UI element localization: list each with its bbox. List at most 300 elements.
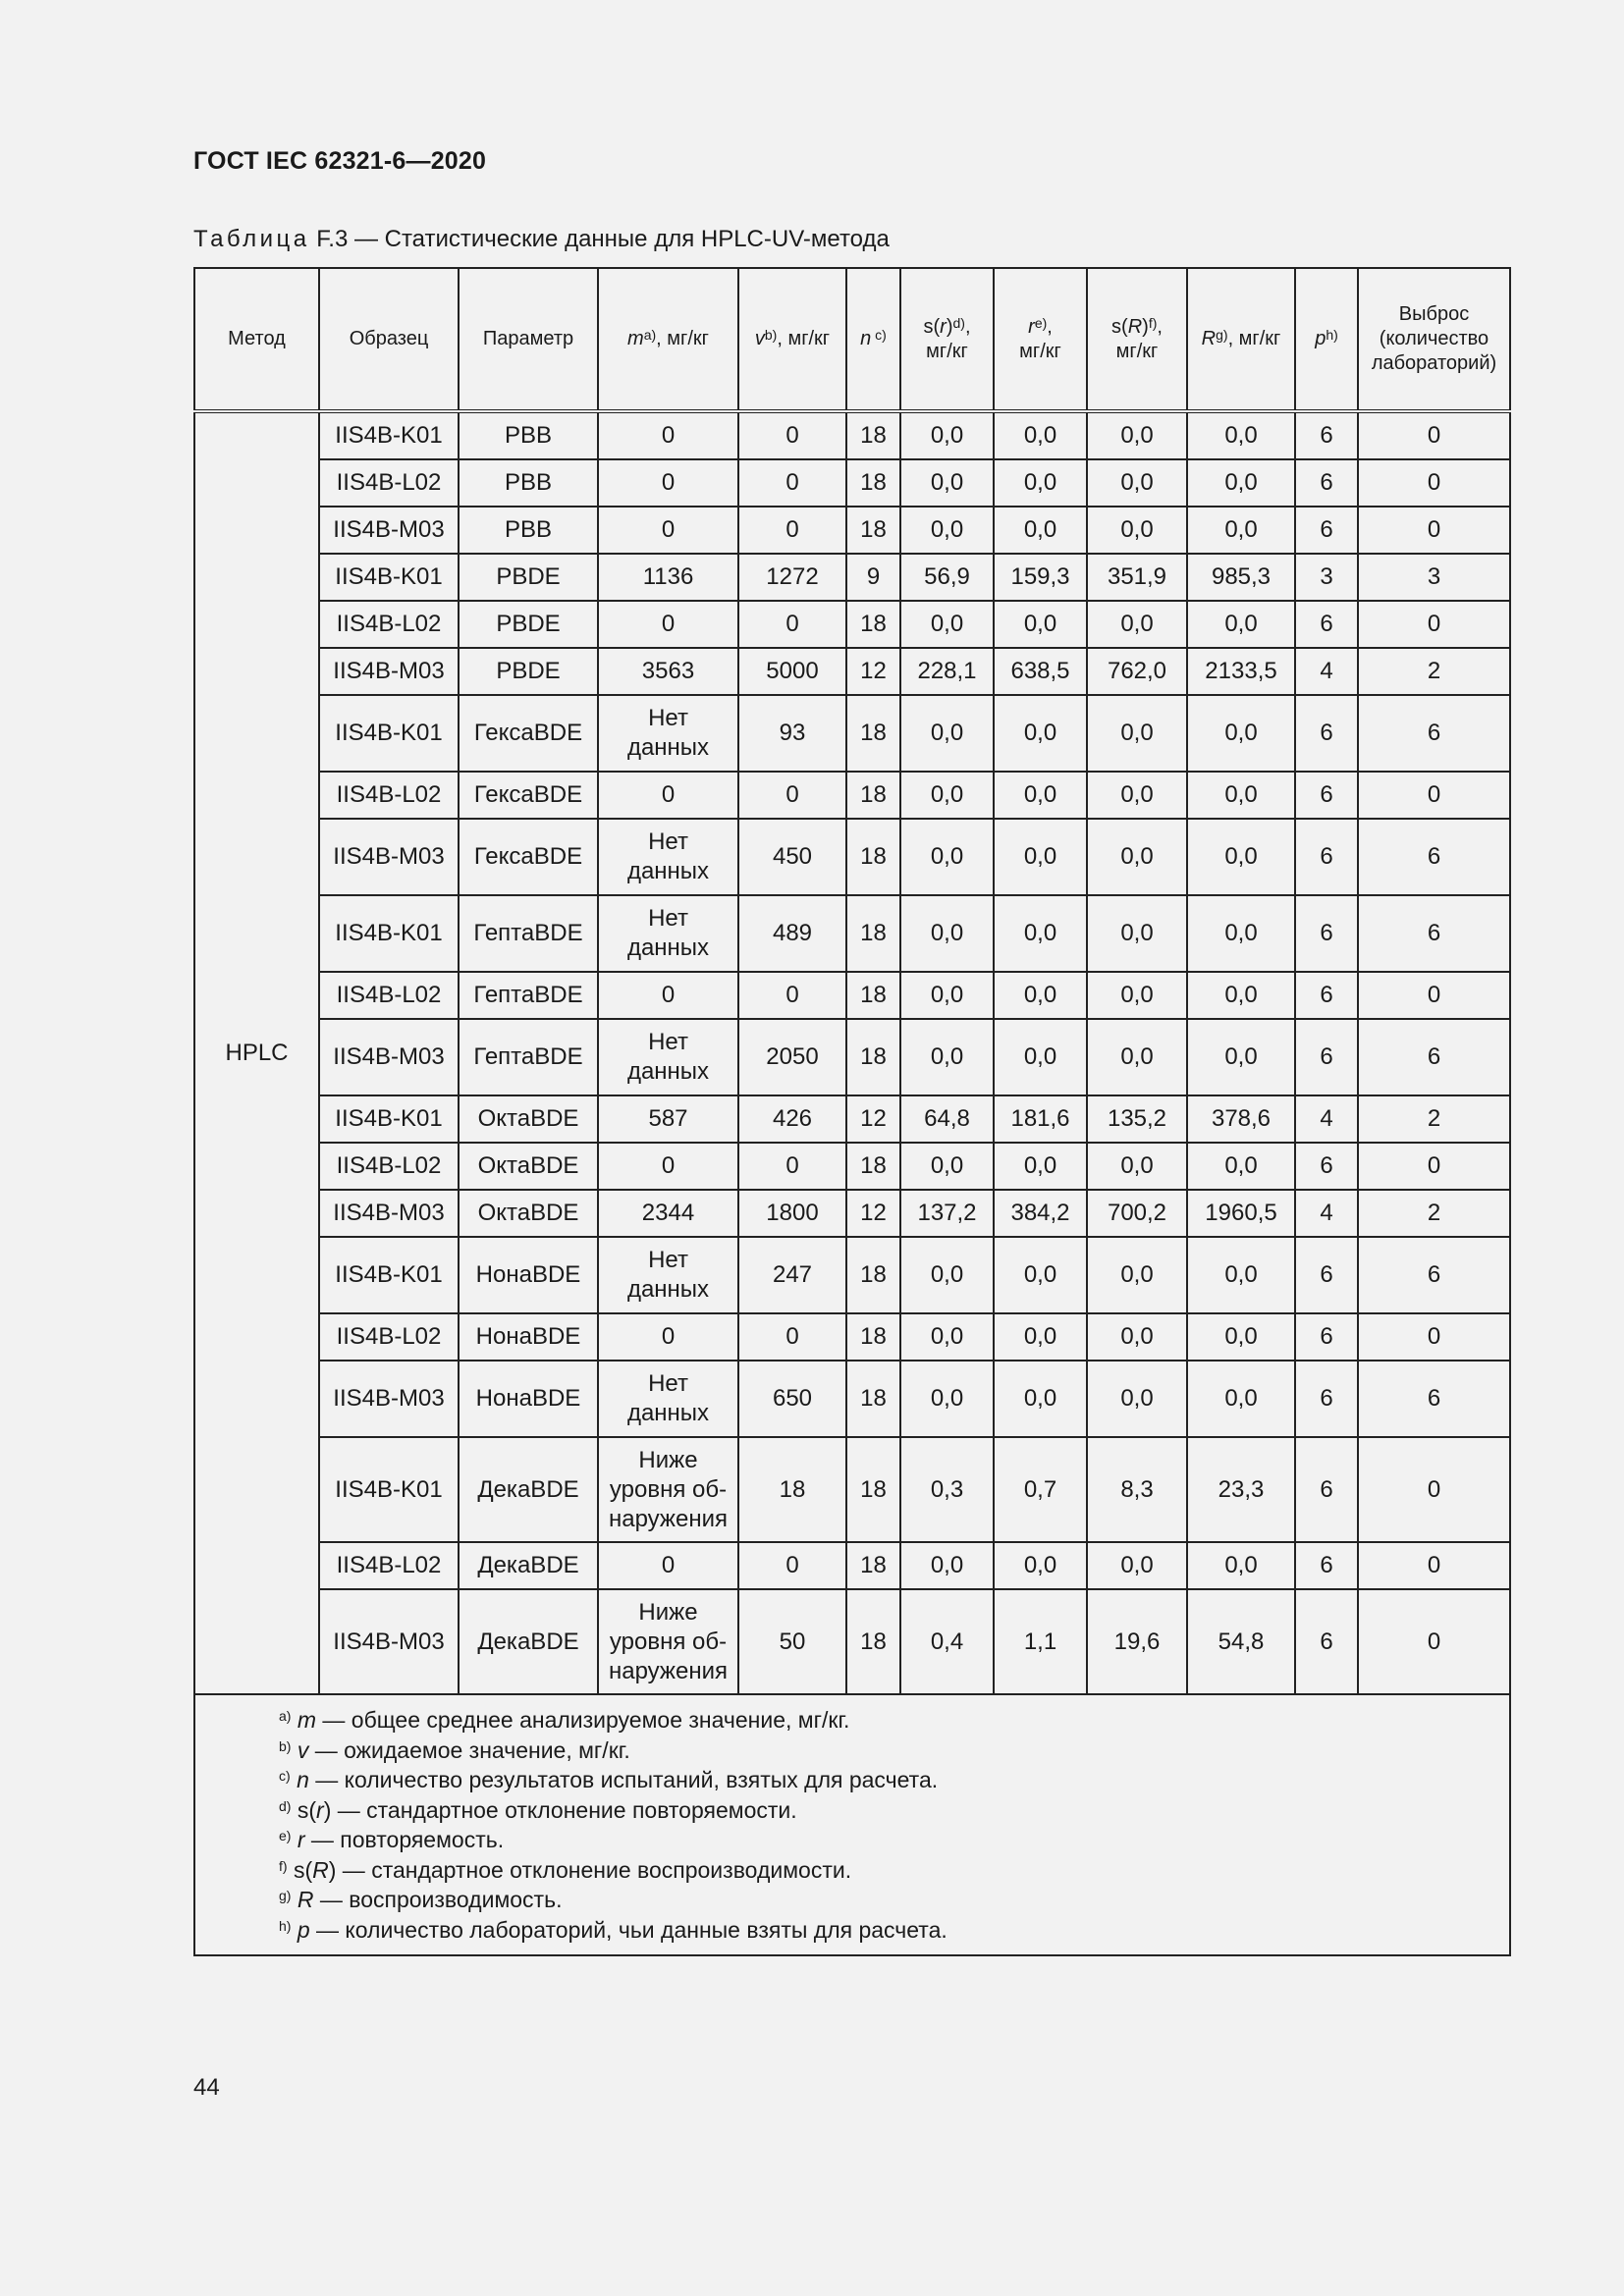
cell-R: 54,8 — [1187, 1589, 1295, 1694]
cell-n: 18 — [846, 1019, 900, 1095]
cell-sample: IIS4B-K01 — [319, 1095, 459, 1143]
cell-p: 6 — [1295, 507, 1358, 554]
footnote-symbol: R — [297, 1887, 314, 1912]
cell-n: 18 — [846, 1237, 900, 1313]
cell-v: 247 — [738, 1237, 846, 1313]
r-symbol: r — [1028, 315, 1035, 338]
cell-R: 2133,5 — [1187, 648, 1295, 695]
cell-p: 6 — [1295, 695, 1358, 772]
cell-outlier: 0 — [1358, 772, 1510, 819]
cell-param: ГептаBDE — [459, 895, 598, 972]
cell-sR: 0,0 — [1087, 1019, 1187, 1095]
table-caption — [193, 226, 890, 253]
cell-sR: 0,0 — [1087, 507, 1187, 554]
footnote-marker: a) — [279, 1708, 292, 1724]
r-footnote-ref: e) — [1034, 314, 1048, 331]
cell-sR: 0,0 — [1087, 1237, 1187, 1313]
cell-outlier: 0 — [1358, 1143, 1510, 1190]
sR-symbol-a: s( — [1111, 315, 1128, 338]
footnote — [279, 1915, 1499, 1946]
cell-sample: IIS4B-M03 — [319, 1361, 459, 1437]
n-symbol: n — [860, 328, 872, 349]
cell-m: 2344 — [598, 1190, 738, 1237]
cell-outlier: 0 — [1358, 1542, 1510, 1589]
table-row — [194, 648, 1510, 695]
footnotes-row — [194, 1694, 1510, 1955]
cell-outlier: 2 — [1358, 1190, 1510, 1237]
cell-sr: 137,2 — [900, 1190, 994, 1237]
table-row — [194, 554, 1510, 601]
cell-outlier: 3 — [1358, 554, 1510, 601]
cell-p: 6 — [1295, 972, 1358, 1019]
cell-n: 18 — [846, 1589, 900, 1694]
footnote-text: — стандартное отклонение воспроизводимости. — [336, 1856, 852, 1883]
cell-m: 0 — [598, 459, 738, 507]
cell-R: 0,0 — [1187, 1542, 1295, 1589]
cell-param: НонаBDE — [459, 1361, 598, 1437]
footnote-symbol: m — [297, 1707, 317, 1733]
n-footnote-ref: c) — [871, 327, 887, 343]
cell-m: 0 — [598, 1542, 738, 1589]
cell-m: Ниже уровня об- наружения — [598, 1589, 738, 1694]
cell-r: 0,0 — [994, 507, 1087, 554]
cell-sr: 0,0 — [900, 819, 994, 895]
cell-sr: 0,0 — [900, 601, 994, 648]
cell-r: 384,2 — [994, 1190, 1087, 1237]
col-header-sample: Образец — [319, 268, 459, 411]
cell-v: 0 — [738, 772, 846, 819]
cell-sr: 0,3 — [900, 1437, 994, 1542]
m-footnote-ref: a) — [643, 327, 657, 343]
cell-R: 0,0 — [1187, 1313, 1295, 1361]
cell-sR: 0,0 — [1087, 895, 1187, 972]
cell-R: 0,0 — [1187, 695, 1295, 772]
footnote — [279, 1855, 1499, 1886]
table-row — [194, 1437, 1510, 1542]
cell-outlier: 6 — [1358, 1237, 1510, 1313]
cell-sample: IIS4B-K01 — [319, 1237, 459, 1313]
cell-sr: 0,0 — [900, 972, 994, 1019]
cell-sR: 0,0 — [1087, 772, 1187, 819]
cell-n: 18 — [846, 1361, 900, 1437]
col-header-outlier: Выброс (количество лабораторий) — [1358, 268, 1510, 411]
table-row — [194, 601, 1510, 648]
footnote — [279, 1795, 1499, 1826]
cell-param: ДекаBDE — [459, 1437, 598, 1542]
cell-sample: IIS4B-K01 — [319, 411, 459, 459]
cell-param: PBDE — [459, 554, 598, 601]
footnote-marker: b) — [279, 1737, 292, 1754]
cell-R: 0,0 — [1187, 459, 1295, 507]
header-row — [194, 268, 1510, 411]
cell-v: 650 — [738, 1361, 846, 1437]
cell-r: 0,0 — [994, 1313, 1087, 1361]
cell-m: Нет данных — [598, 1237, 738, 1313]
cell-sample: IIS4B-L02 — [319, 1313, 459, 1361]
cell-m: Ниже уровня об- наружения — [598, 1437, 738, 1542]
cell-param: ГексаBDE — [459, 772, 598, 819]
cell-sR: 0,0 — [1087, 459, 1187, 507]
cell-r: 0,0 — [994, 1237, 1087, 1313]
footnote — [279, 1735, 1499, 1766]
cell-sample: IIS4B-M03 — [319, 1190, 459, 1237]
cell-param: ГексаBDE — [459, 819, 598, 895]
col-header-sr — [900, 268, 994, 411]
cell-v: 5000 — [738, 648, 846, 695]
cell-p: 6 — [1295, 1437, 1358, 1542]
cell-sr: 0,0 — [900, 1542, 994, 1589]
cell-sample: IIS4B-M03 — [319, 819, 459, 895]
footnote-symbol: n — [297, 1767, 309, 1792]
cell-param: ОктаBDE — [459, 1143, 598, 1190]
cell-p: 6 — [1295, 1143, 1358, 1190]
cell-param: ОктаBDE — [459, 1095, 598, 1143]
cell-m: 0 — [598, 772, 738, 819]
cell-outlier: 0 — [1358, 411, 1510, 459]
cell-r: 638,5 — [994, 648, 1087, 695]
cell-sR: 0,0 — [1087, 411, 1187, 459]
cell-sample: IIS4B-M03 — [319, 648, 459, 695]
cell-v: 93 — [738, 695, 846, 772]
cell-v: 0 — [738, 1542, 846, 1589]
cell-sr: 0,0 — [900, 1313, 994, 1361]
cell-sample: IIS4B-M03 — [319, 507, 459, 554]
cell-sr: 0,0 — [900, 1019, 994, 1095]
cell-p: 6 — [1295, 1542, 1358, 1589]
cell-v: 50 — [738, 1589, 846, 1694]
cell-p: 6 — [1295, 1313, 1358, 1361]
footnote-symbol: v — [297, 1736, 309, 1763]
v-symbol: v — [754, 328, 765, 349]
cell-sr: 0,0 — [900, 772, 994, 819]
cell-sR: 135,2 — [1087, 1095, 1187, 1143]
cell-r: 0,0 — [994, 819, 1087, 895]
cell-R: 378,6 — [1187, 1095, 1295, 1143]
footnote-symbol: R — [312, 1856, 329, 1883]
cell-sR: 0,0 — [1087, 601, 1187, 648]
table-row — [194, 1143, 1510, 1190]
footnote-text: — ожидаемое значение, мг/кг. — [308, 1736, 630, 1763]
r-unit: , мг/кг — [1019, 315, 1061, 362]
cell-param: ОктаBDE — [459, 1190, 598, 1237]
footnote-symbol-suffix: ) — [323, 1796, 332, 1823]
p-symbol: p — [1315, 328, 1326, 349]
cell-n: 9 — [846, 554, 900, 601]
cell-r: 0,0 — [994, 972, 1087, 1019]
cell-m: 0 — [598, 601, 738, 648]
cell-param: ГептаBDE — [459, 1019, 598, 1095]
cell-sR: 0,0 — [1087, 1542, 1187, 1589]
cell-sr: 0,0 — [900, 1143, 994, 1190]
cell-p: 6 — [1295, 1361, 1358, 1437]
cell-sr: 0,0 — [900, 1237, 994, 1313]
cell-sR: 0,0 — [1087, 1143, 1187, 1190]
table-caption-text: F.3 — Статистические данные для HPLC-UV-метода — [309, 226, 890, 252]
table-row — [194, 1190, 1510, 1237]
cell-m: 0 — [598, 507, 738, 554]
cell-v: 0 — [738, 1143, 846, 1190]
sr-unit: , мг/кг — [926, 315, 971, 362]
cell-m: 0 — [598, 1143, 738, 1190]
cell-sR: 0,0 — [1087, 819, 1187, 895]
cell-n: 18 — [846, 695, 900, 772]
cell-R: 0,0 — [1187, 411, 1295, 459]
cell-m: 587 — [598, 1095, 738, 1143]
cell-v: 0 — [738, 459, 846, 507]
footnote-text: — количество лабораторий, чьи данные взяты для расчета. — [309, 1916, 947, 1943]
cell-p: 6 — [1295, 411, 1358, 459]
sR-footnote-ref: f) — [1148, 314, 1158, 331]
cell-sample: IIS4B-L02 — [319, 601, 459, 648]
cell-sR: 8,3 — [1087, 1437, 1187, 1542]
footnote-marker: e) — [279, 1828, 292, 1843]
cell-sr: 64,8 — [900, 1095, 994, 1143]
cell-R: 0,0 — [1187, 895, 1295, 972]
col-header-m — [598, 268, 738, 411]
col-header-n — [846, 268, 900, 411]
cell-R: 985,3 — [1187, 554, 1295, 601]
cell-param: PBB — [459, 459, 598, 507]
footnote-text: — стандартное отклонение повторяемости. — [331, 1796, 797, 1823]
cell-sr: 0,0 — [900, 895, 994, 972]
footnote-text: — повторяемость. — [304, 1827, 505, 1852]
footnote-marker: g) — [279, 1888, 292, 1903]
cell-r: 181,6 — [994, 1095, 1087, 1143]
cell-R: 0,0 — [1187, 601, 1295, 648]
col-header-R — [1187, 268, 1295, 411]
footnote-marker: d) — [279, 1797, 292, 1814]
cell-outlier: 0 — [1358, 972, 1510, 1019]
cell-param: НонаBDE — [459, 1237, 598, 1313]
method-cell: HPLC — [194, 411, 319, 1694]
cell-param: ГексаBDE — [459, 695, 598, 772]
footnote — [279, 1765, 1499, 1795]
cell-m: Нет данных — [598, 895, 738, 972]
cell-v: 489 — [738, 895, 846, 972]
cell-R: 0,0 — [1187, 972, 1295, 1019]
col-header-v — [738, 268, 846, 411]
table-row — [194, 1542, 1510, 1589]
cell-m: 0 — [598, 1313, 738, 1361]
cell-n: 18 — [846, 601, 900, 648]
cell-outlier: 0 — [1358, 507, 1510, 554]
cell-r: 0,0 — [994, 772, 1087, 819]
cell-R: 0,0 — [1187, 1019, 1295, 1095]
cell-R: 1960,5 — [1187, 1190, 1295, 1237]
R-footnote-ref: g) — [1216, 327, 1228, 343]
cell-sr: 0,0 — [900, 695, 994, 772]
cell-outlier: 0 — [1358, 1589, 1510, 1694]
col-header-method: Метод — [194, 268, 319, 411]
footnote-text: — воспроизводимость. — [313, 1887, 563, 1912]
cell-sR: 0,0 — [1087, 1313, 1187, 1361]
cell-param: PBDE — [459, 601, 598, 648]
cell-param: ДекаBDE — [459, 1589, 598, 1694]
sR-symbol-c: ) — [1142, 315, 1149, 338]
cell-sR: 0,0 — [1087, 972, 1187, 1019]
cell-n: 12 — [846, 1095, 900, 1143]
cell-outlier: 0 — [1358, 1313, 1510, 1361]
cell-outlier: 6 — [1358, 1361, 1510, 1437]
R-unit: , мг/кг — [1227, 328, 1281, 349]
cell-sr: 0,0 — [900, 411, 994, 459]
cell-r: 0,0 — [994, 459, 1087, 507]
cell-v: 0 — [738, 601, 846, 648]
cell-sr: 0,4 — [900, 1589, 994, 1694]
cell-sample: IIS4B-L02 — [319, 1542, 459, 1589]
cell-r: 0,0 — [994, 1019, 1087, 1095]
cell-sample: IIS4B-L02 — [319, 772, 459, 819]
table-row — [194, 1313, 1510, 1361]
sR-symbol-b: R — [1127, 315, 1143, 338]
table-row — [194, 772, 1510, 819]
cell-r: 0,0 — [994, 411, 1087, 459]
cell-n: 18 — [846, 972, 900, 1019]
cell-outlier: 0 — [1358, 1437, 1510, 1542]
cell-sample: IIS4B-L02 — [319, 459, 459, 507]
cell-v: 1800 — [738, 1190, 846, 1237]
cell-sR: 700,2 — [1087, 1190, 1187, 1237]
col-header-p — [1295, 268, 1358, 411]
footnote — [279, 1825, 1499, 1855]
cell-v: 18 — [738, 1437, 846, 1542]
col-header-r — [994, 268, 1087, 411]
p-footnote-ref: h) — [1326, 327, 1338, 343]
document-header: ГОСТ IEC 62321-6—2020 — [193, 147, 487, 175]
cell-r: 1,1 — [994, 1589, 1087, 1694]
cell-R: 0,0 — [1187, 819, 1295, 895]
cell-v: 1272 — [738, 554, 846, 601]
cell-p: 6 — [1295, 1589, 1358, 1694]
table-caption-prefix: Таблица — [193, 226, 310, 252]
table-row — [194, 1095, 1510, 1143]
cell-outlier: 2 — [1358, 648, 1510, 695]
page-number: 44 — [193, 2074, 220, 2101]
cell-m: Нет данных — [598, 695, 738, 772]
cell-outlier: 6 — [1358, 895, 1510, 972]
cell-v: 2050 — [738, 1019, 846, 1095]
cell-param: ГептаBDE — [459, 972, 598, 1019]
cell-p: 6 — [1295, 1237, 1358, 1313]
cell-v: 450 — [738, 819, 846, 895]
v-unit: , мг/кг — [777, 328, 831, 349]
footnotes — [194, 1694, 1510, 1955]
cell-param: НонаBDE — [459, 1313, 598, 1361]
cell-p: 3 — [1295, 554, 1358, 601]
cell-R: 0,0 — [1187, 772, 1295, 819]
cell-param: ДекаBDE — [459, 1542, 598, 1589]
cell-m: 0 — [598, 411, 738, 459]
cell-param: PBDE — [459, 648, 598, 695]
cell-p: 4 — [1295, 648, 1358, 695]
table-row — [194, 507, 1510, 554]
cell-outlier: 6 — [1358, 695, 1510, 772]
cell-n: 18 — [846, 459, 900, 507]
table-row — [194, 819, 1510, 895]
cell-R: 0,0 — [1187, 507, 1295, 554]
cell-R: 0,0 — [1187, 1143, 1295, 1190]
cell-n: 18 — [846, 895, 900, 972]
cell-sr: 228,1 — [900, 648, 994, 695]
cell-p: 6 — [1295, 459, 1358, 507]
footnote-text: — общее среднее анализируемое значение, мг/кг. — [316, 1707, 850, 1733]
cell-R: 23,3 — [1187, 1437, 1295, 1542]
footnote-symbol: r — [297, 1827, 305, 1852]
cell-param: PBB — [459, 507, 598, 554]
sr-symbol-b: r — [940, 315, 947, 338]
cell-sample: IIS4B-K01 — [319, 895, 459, 972]
cell-sr: 56,9 — [900, 554, 994, 601]
cell-r: 0,0 — [994, 895, 1087, 972]
cell-sample: IIS4B-K01 — [319, 1437, 459, 1542]
footnote-marker: f) — [279, 1857, 288, 1874]
cell-sample: IIS4B-M03 — [319, 1019, 459, 1095]
cell-r: 0,0 — [994, 601, 1087, 648]
cell-outlier: 6 — [1358, 819, 1510, 895]
footnote-symbol-prefix: s( — [297, 1796, 317, 1823]
cell-sR: 0,0 — [1087, 1361, 1187, 1437]
cell-R: 0,0 — [1187, 1361, 1295, 1437]
cell-p: 4 — [1295, 1095, 1358, 1143]
cell-n: 18 — [846, 1143, 900, 1190]
cell-sR: 762,0 — [1087, 648, 1187, 695]
cell-sample: IIS4B-K01 — [319, 695, 459, 772]
cell-sr: 0,0 — [900, 507, 994, 554]
table-row — [194, 1237, 1510, 1313]
cell-m: Нет данных — [598, 1019, 738, 1095]
cell-sr: 0,0 — [900, 459, 994, 507]
cell-sample: IIS4B-L02 — [319, 972, 459, 1019]
cell-m: Нет данных — [598, 1361, 738, 1437]
table-row — [194, 695, 1510, 772]
table-row — [194, 1361, 1510, 1437]
cell-sample: IIS4B-K01 — [319, 554, 459, 601]
cell-r: 0,0 — [994, 1542, 1087, 1589]
cell-outlier: 0 — [1358, 601, 1510, 648]
cell-v: 0 — [738, 507, 846, 554]
cell-outlier: 0 — [1358, 459, 1510, 507]
sr-symbol-a: s( — [923, 315, 941, 338]
cell-sR: 19,6 — [1087, 1589, 1187, 1694]
cell-v: 0 — [738, 1313, 846, 1361]
cell-outlier: 6 — [1358, 1019, 1510, 1095]
table-row — [194, 459, 1510, 507]
col-header-param: Параметр — [459, 268, 598, 411]
cell-outlier: 2 — [1358, 1095, 1510, 1143]
footnote — [279, 1885, 1499, 1915]
table-row — [194, 1019, 1510, 1095]
cell-p: 6 — [1295, 1019, 1358, 1095]
cell-m: 0 — [598, 972, 738, 1019]
cell-m: 1136 — [598, 554, 738, 601]
cell-p: 6 — [1295, 895, 1358, 972]
cell-sample: IIS4B-M03 — [319, 1589, 459, 1694]
table-row — [194, 972, 1510, 1019]
cell-n: 18 — [846, 819, 900, 895]
footnote-symbol-prefix: s( — [293, 1856, 313, 1883]
cell-n: 12 — [846, 648, 900, 695]
cell-p: 6 — [1295, 819, 1358, 895]
footnote — [279, 1705, 1499, 1735]
sR-unit: , мг/кг — [1115, 315, 1163, 362]
cell-sr: 0,0 — [900, 1361, 994, 1437]
cell-v: 426 — [738, 1095, 846, 1143]
footnote-text: — количество результатов испытаний, взятых для расчета. — [308, 1767, 939, 1792]
cell-n: 18 — [846, 1313, 900, 1361]
m-unit: , мг/кг — [656, 328, 709, 349]
cell-m: 3563 — [598, 648, 738, 695]
cell-sR: 0,0 — [1087, 695, 1187, 772]
